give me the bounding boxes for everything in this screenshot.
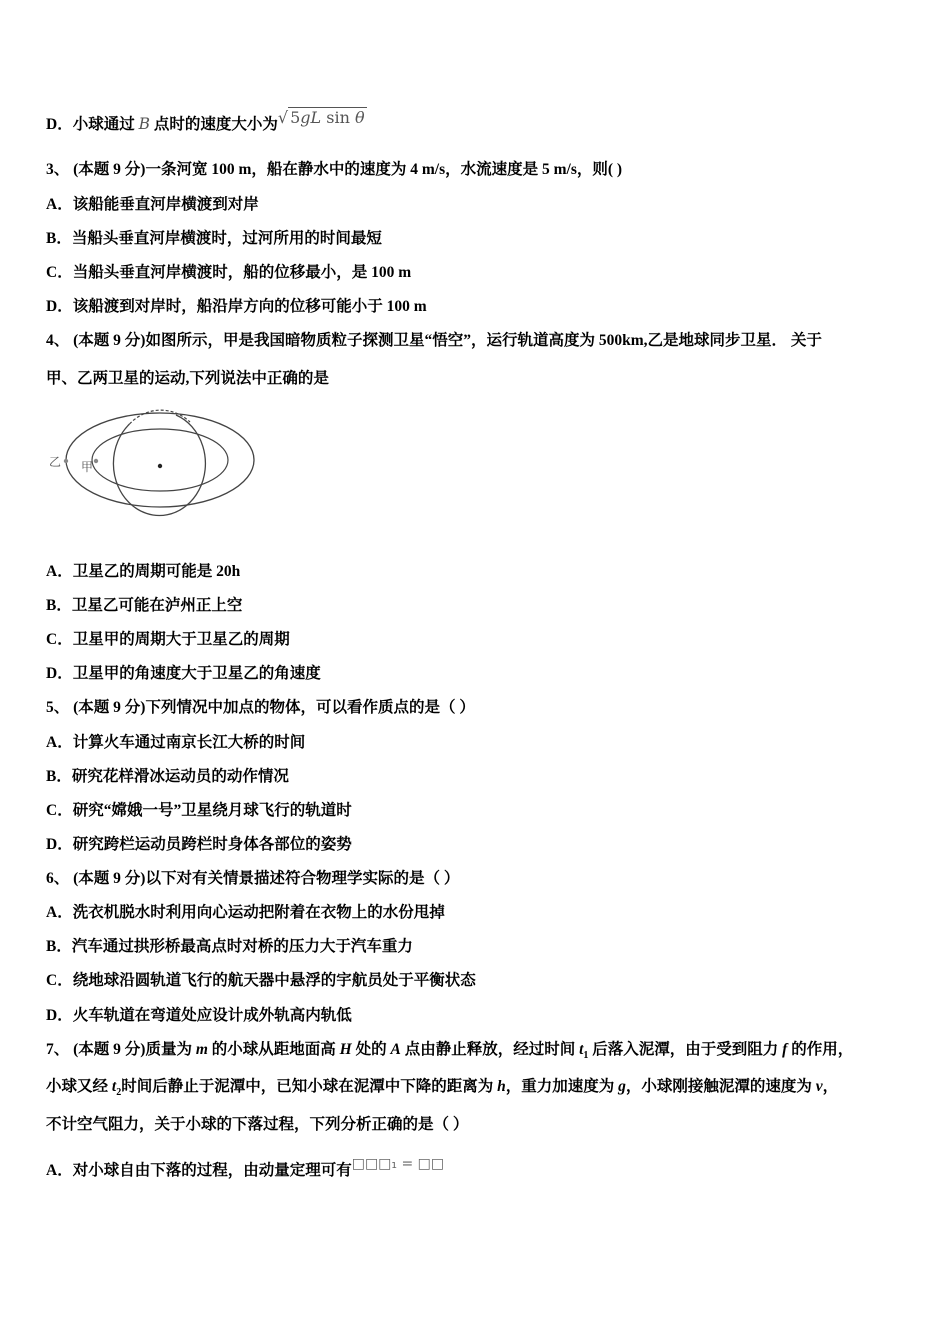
q4-stem-line2: 甲、乙两卫星的运动,下列说法中正确的是: [46, 370, 329, 387]
q7-stem-line2: 小球又经 $t_2$时间后静止于泥潭中，已知小球在泥潭中下降的距离为 h，重力加速度为 g，小球刚接触泥潭的速度为 v，: [46, 1078, 839, 1099]
q6-stem: 6、 (本题 9 分)以下对有关情景描述符合物理学实际的是（ ）: [46, 870, 460, 887]
q4-option-c: C．卫星甲的周期大于卫星乙的周期: [46, 631, 290, 648]
q6-option-b: B．汽车通过拱形桥最高点时对桥的压力大于汽车重力: [46, 938, 413, 955]
q7-option-a: A．对小球自由下落的过程，由动量定理可有□□□₁ = □□: [46, 1156, 445, 1179]
q7-stem-line3: 不计空气阻力，关于小球的下落过程，下列分析正确的是（ ）: [46, 1116, 469, 1133]
q5-option-a: A．计算火车通过南京长江大桥的时间: [46, 734, 306, 751]
orbit-jia: [92, 429, 228, 491]
q3-option-d: D．该船渡到对岸时，船沿岸方向的位移可能小于 100 m: [46, 298, 427, 315]
earth-center: [158, 464, 162, 468]
orbit-figure: [44, 408, 264, 520]
formula-placeholder: □□□₁ = □□: [351, 1156, 445, 1172]
q5-option-b: B．研究花样滑冰运动员的动作情况: [46, 768, 289, 785]
satellite-yi: [64, 459, 68, 463]
q2-option-d: D．小球通过 B 点时的速度大小为√ 5gL sin θ: [46, 108, 365, 133]
q4-option-a: A．卫星乙的周期可能是 20h: [46, 563, 241, 580]
q3-option-b: B．当船头垂直河岸横渡时，过河所用的时间最短: [46, 230, 382, 247]
q4-option-d: D．卫星甲的角速度大于卫星乙的角速度: [46, 665, 321, 682]
q3-option-c: C．当船头垂直河岸横渡时，船的位移最小，是 100 m: [46, 264, 412, 281]
satellite-jia: [94, 459, 98, 463]
q4-stem-line1: 4、 (本题 9 分)如图所示，甲是我国暗物质粒子探测卫星“悟空”，运行轨道高度为 500km,乙是地球同步卫星． 关于: [46, 332, 822, 349]
q3-stem: 3、 (本题 9 分)一条河宽 100 m，船在静水中的速度为 4 m/s，水流速度是 5 m/s，则( ): [46, 161, 623, 178]
label-jia: 甲: [81, 460, 94, 474]
q6-option-d: D．火车轨道在弯道处应设计成外轨高内轨低: [46, 1007, 352, 1024]
sqrt-formula: √ 5gL sin θ: [277, 108, 365, 127]
q5-option-d: D．研究跨栏运动员跨栏时身体各部位的姿势: [46, 836, 352, 853]
q6-option-a: A．洗衣机脱水时利用向心运动把附着在衣物上的水份甩掉: [46, 904, 445, 921]
q5-stem: 5、 (本题 9 分)下列情况中加点的物体，可以看作质点的是（ ）: [46, 699, 475, 716]
q7-stem-line1: 7、 (本题 9 分)质量为 m 的小球从距地面高 H 处的 A 点由静止释放，经过时间 $t_1$ 后落入泥潭，由于受到阻力 f 的作用，: [46, 1041, 854, 1062]
label-yi: 乙: [49, 455, 62, 469]
q3-option-a: A．该船能垂直河岸横渡到对岸: [46, 196, 259, 213]
q6-option-c: C．绕地球沿圆轨道飞行的航天器中悬浮的宇航员处于平衡状态: [46, 972, 476, 989]
q4-option-b: B．卫星乙可能在泸州正上空: [46, 597, 243, 614]
q5-option-c: C．研究“嫦娥一号”卫星绕月球飞行的轨道时: [46, 802, 352, 819]
